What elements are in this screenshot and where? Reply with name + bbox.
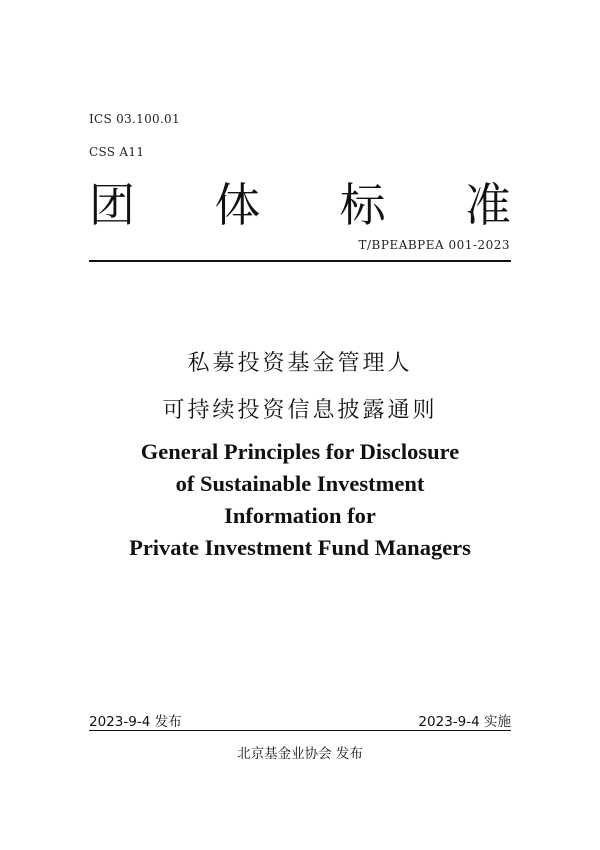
standard-number: T/BPEABPEA 001-2023 xyxy=(358,238,510,252)
footer-divider xyxy=(89,730,511,731)
chinese-title-line-1: 私募投资基金管理人 xyxy=(187,351,413,376)
chinese-title-line-2: 可持续投资信息披露通则 xyxy=(162,398,438,423)
english-title xyxy=(0,436,600,564)
doc-type-char: 体 xyxy=(214,178,261,232)
english-title-line: General Principles for Disclosure xyxy=(140,439,460,464)
implement-date: 2023-9-4 实施 xyxy=(418,714,511,730)
doc-type-char: 准 xyxy=(464,178,511,232)
header-divider xyxy=(89,260,511,262)
date-row xyxy=(89,710,511,730)
english-title-line: Private Investment Fund Managers xyxy=(129,535,471,560)
english-title-line: Information for xyxy=(224,503,376,528)
document-type-title xyxy=(89,172,511,232)
english-title-line: of Sustainable Investment xyxy=(175,471,425,496)
css-code: CSS A11 xyxy=(89,145,145,159)
ics-code: ICS 03.100.01 xyxy=(89,112,180,126)
issuer: 北京基金业协会 发布 xyxy=(237,746,363,762)
doc-type-char: 标 xyxy=(339,178,386,232)
doc-type-char: 团 xyxy=(89,178,135,232)
publish-date: 2023-9-4 发布 xyxy=(89,714,182,730)
